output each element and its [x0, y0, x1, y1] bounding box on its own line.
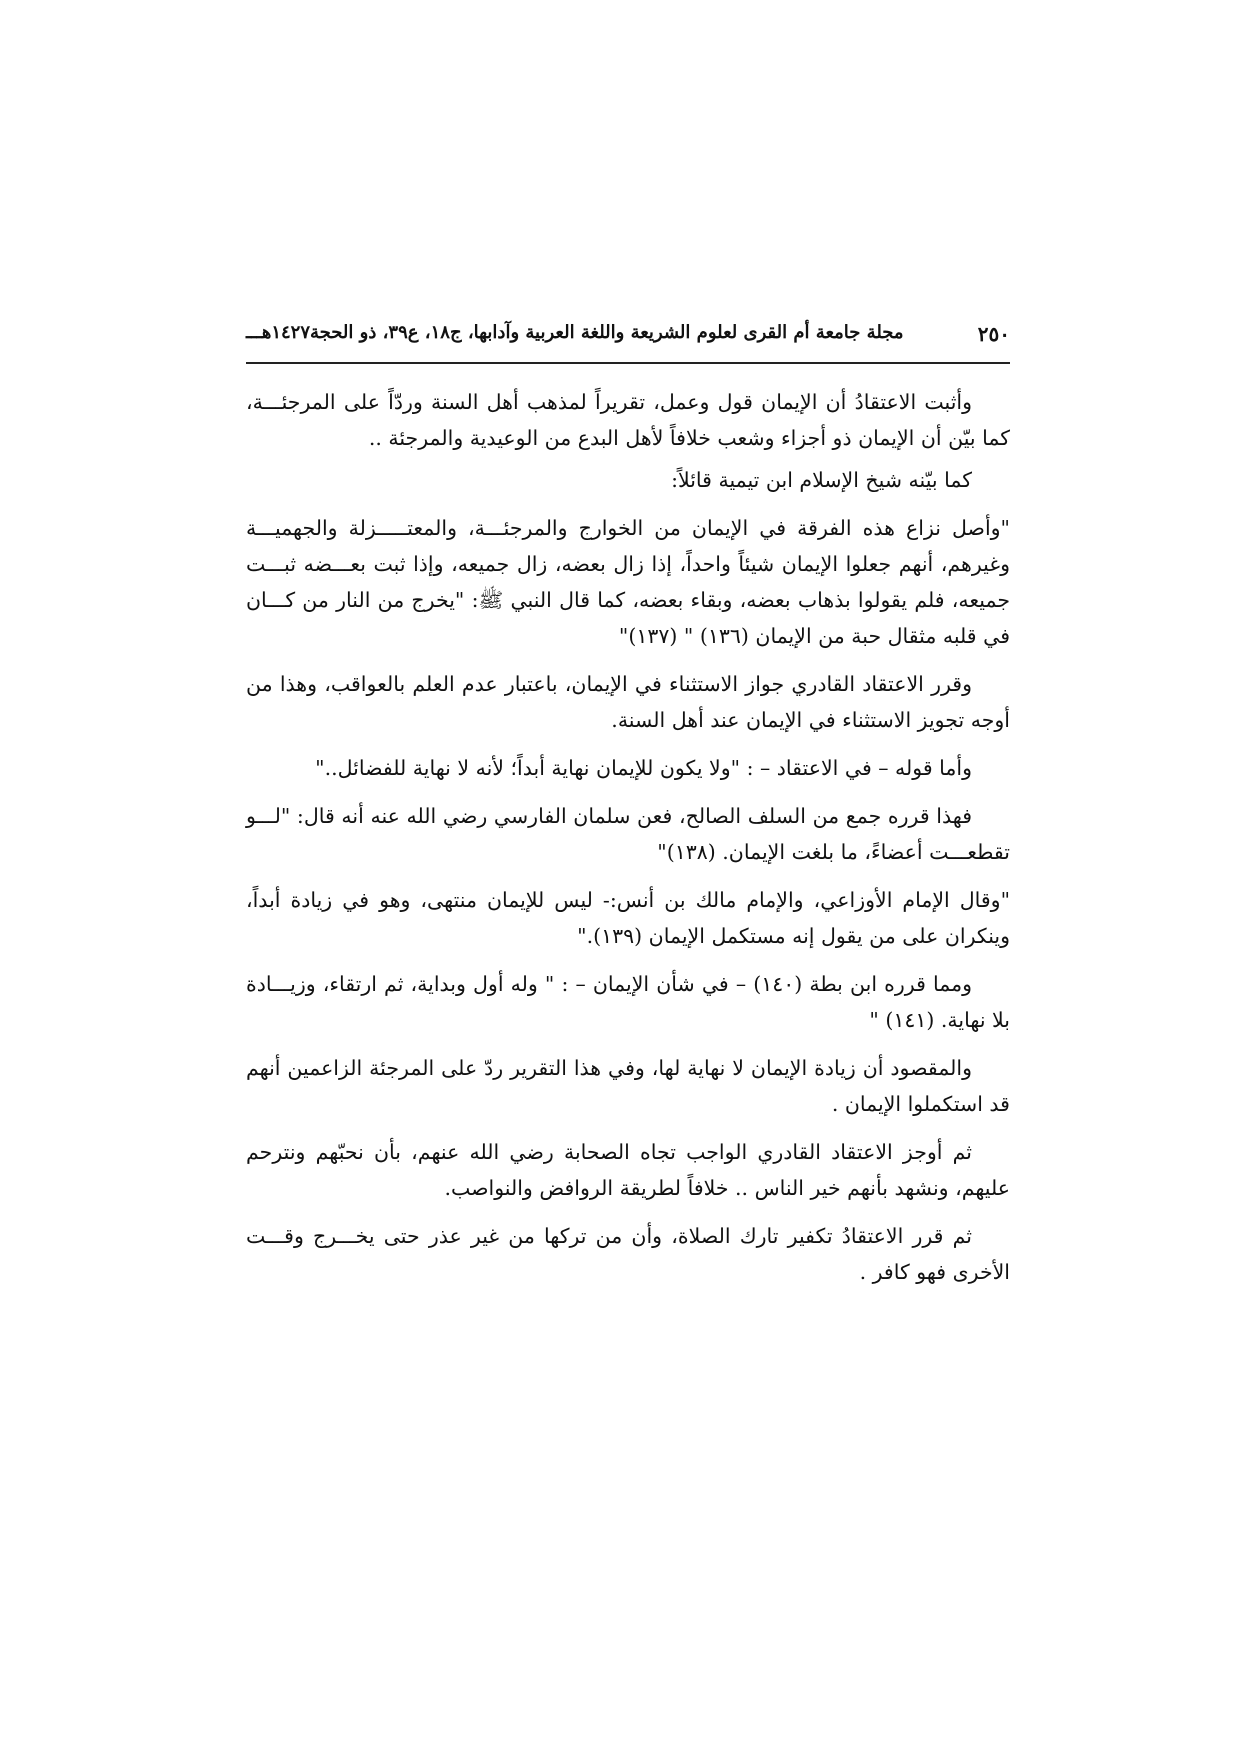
paragraph-no-end-of-faith: وأما قوله – في الاعتقاد – : "ولا يكون للإيمان نهاية أبداً؛ لأنه لا نهاية للفضائل.."	[315, 756, 972, 780]
running-header	[246, 316, 1010, 356]
body-text	[246, 384, 1010, 1302]
paragraph-awzai-malik: "وقال الإمام الأوزاعي، والإمام مالك بن أنس:- ليس للإيمان منتهى، وهو في زيادة أبداً، وينكران على من يقول إنه مستكمل الإيمان (١٣٩)."	[246, 888, 1010, 948]
journal-title: مجلة جامعة أم القرى لعلوم الشريعة واللغة العربية وآدابها، ج١٨، ع٣٩، ذو الحجة١٤٢٧هـــ	[246, 322, 904, 343]
paragraph-salman-farsi: فهذا قرره جمع من السلف الصالح، فعن سلمان الفارسي رضي الله عنه أنه قال: "لـــو تقطعـــت أعضاءً، ما بلغت الإيمان. (١٣٨)"	[246, 804, 1010, 864]
paragraph-increase-of-faith: والمقصود أن زيادة الإيمان لا نهاية لها، وفي هذا التقرير ردّ على المرجئة الزاعمين أنهم قد استكملوا الإيمان .	[246, 1056, 1010, 1116]
paragraph-abandoning-prayer: ثم قرر الاعتقادُ تكفير تارك الصلاة، وأن من تركها من غير عذر حتى يخـــرج وقـــت الأخرى فهو كافر .	[246, 1224, 1010, 1284]
paragraph-quotation-disagreement: "وأصل نزاع هذه الفرقة في الإيمان من الخوارج والمرجئـــة، والمعتـــــزلة والجهميـــة وغيرهم، أنهم جعلوا الإيمان شيئاً واحداً، إذا زال بعضه، زال جميعه، وإذا ثبت بعـــضه ثبـــت جميعه، فلم يقولوا بذهاب بعضه، وبقاء بعضه، كما قال النبي ﷺ: "يخرج من النار من كـــان في قلبه مثقال حبة من الإيمان (١٣٦) " (١٣٧)"	[246, 516, 1010, 648]
paragraph-companions: ثم أوجز الاعتقاد القادري الواجب تجاه الصحابة رضي الله عنهم، بأن نحبّهم ونترحم عليهم، ونشهد بأنهم خير الناس .. خلافاً لطريقة الروافض والنواصب.	[246, 1140, 1010, 1200]
page-number: ٢٥٠	[977, 322, 1010, 346]
paragraph-faith-definition: وأثبت الاعتقادُ أن الإيمان قول وعمل، تقريراً لمذهب أهل السنة وردّاً على المرجئـــة، كما بيّن أن الإيمان ذو أجزاء وشعب خلافاً لأهل البدع من الوعيدية والمرجئة ..	[246, 390, 1010, 450]
paragraph-exception-in-faith: وقرر الاعتقاد القادري جواز الاستثناء في الإيمان، باعتبار عدم العلم بالعواقب، وهذا من أوجه تجويز الاستثناء في الإيمان عند أهل السنة.	[246, 672, 1010, 732]
paragraph-ibn-taymiyya-intro: كما بيّنه شيخ الإسلام ابن تيمية قائلاً:	[671, 468, 972, 492]
header-divider	[246, 362, 1010, 364]
paragraph-ibn-batta: ومما قرره ابن بطة (١٤٠) – في شأن الإيمان – : " وله أول وبداية، ثم ارتقاء، وزيـــادة بلا نهاية. (١٤١) "	[246, 972, 1010, 1032]
